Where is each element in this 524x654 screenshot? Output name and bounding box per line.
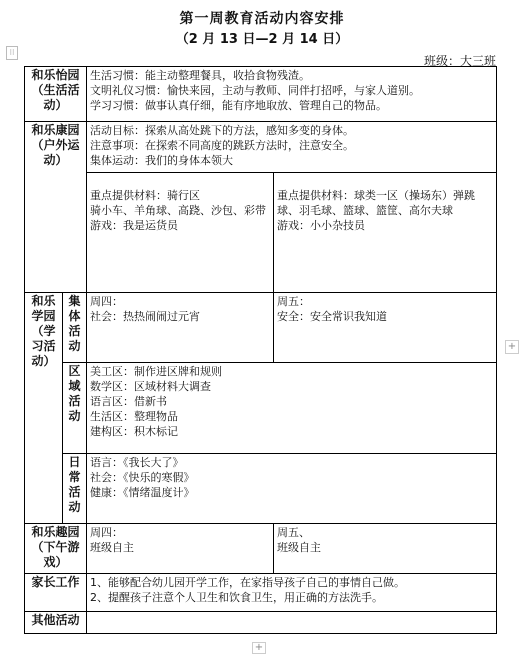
study-label: 和乐学园（学习活动）: [25, 293, 63, 524]
daily-line: 语言：《我长大了》: [90, 456, 184, 469]
daily-line: 健康：《情绪温度计》: [90, 486, 195, 499]
row-other: [25, 612, 497, 634]
row-health-areas: [25, 173, 497, 293]
study-areas-content: [87, 363, 497, 454]
health-left-material: 重点提供材料：骑行区: [90, 189, 201, 202]
study-daily-content: [87, 454, 497, 524]
study-areas-label: 区域活动: [63, 363, 87, 454]
row-study-areas: [25, 363, 497, 454]
study-thursday: [87, 293, 274, 363]
play-friday: [274, 524, 497, 574]
daily-line: 社会：《快乐的寒假》: [90, 471, 195, 484]
parents-line: 1、能够配合幼儿园开学工作，在家指导孩子自己的事情自己做。: [90, 576, 406, 589]
health-collective: 集体运动：我们的身体本领大: [90, 154, 234, 167]
life-line: 生活习惯：能主动整理餐具，收拾食物残渣。: [90, 69, 311, 82]
health-label: 和乐康园（户外运动）: [25, 122, 87, 293]
parents-content: [87, 574, 497, 612]
study-collective-label: 集体活动: [63, 293, 87, 363]
health-left-game: 游戏：我是运货员: [90, 219, 179, 232]
other-content: [87, 612, 497, 634]
play-thursday: [87, 524, 274, 574]
row-play: [25, 524, 497, 574]
row-health-top: [25, 122, 497, 173]
study-daily-label: 日常活动: [63, 454, 87, 524]
row-study-collective: [25, 293, 497, 363]
row-parents: [25, 574, 497, 612]
row-study-daily: [25, 454, 497, 524]
area-line: 生活区：整理物品: [90, 410, 179, 423]
area-line: 数学区：区域材料大调查: [90, 380, 212, 393]
life-label: 和乐怡园（生活活动）: [25, 67, 87, 122]
health-right-area: [274, 173, 497, 293]
class-label: 班级：大三班: [423, 54, 496, 68]
area-line: 美工区：制作进区牌和规则: [90, 365, 223, 378]
play-friday-day: 周五、: [277, 526, 311, 539]
health-left-area: [87, 173, 274, 293]
parents-label: 家长工作: [25, 574, 87, 612]
area-line: 建构区：积木标记: [90, 425, 179, 438]
area-line: 语言区：借新书: [90, 395, 168, 408]
life-line: 文明礼仪习惯：愉快来园，主动与教师、同伴打招呼，与家人道别。: [90, 84, 421, 97]
play-friday-text: 班级自主: [277, 541, 322, 554]
add-row-handle[interactable]: +: [252, 642, 266, 654]
page-title: 第一周教育活动内容安排: [179, 11, 345, 27]
date-range: （2 月 13 日—2 月 14 日）: [175, 32, 349, 47]
add-column-handle[interactable]: +: [505, 340, 519, 354]
study-thursday-day: 周四：: [90, 295, 124, 308]
health-note: 注意事项：在探索不同高度的跳跃方法时，注意安全。: [90, 139, 355, 152]
play-label: 和乐趣园（下午游戏）: [25, 524, 87, 574]
health-right-material: 重点提供材料：球类一区（操场东）弹跳球、羽毛球、篮球、篮筐、高尔夫球: [277, 189, 476, 217]
study-friday-topic: 安全：安全常识我知道: [277, 310, 388, 323]
study-thursday-topic: 社会：热热闹闹过元宵: [90, 310, 201, 323]
health-general: [87, 122, 497, 173]
play-thursday-day: 周四：: [90, 526, 124, 539]
health-right-game: 游戏：小小杂技员: [277, 219, 366, 232]
row-life: [25, 67, 497, 122]
study-friday: [274, 293, 497, 363]
table-move-handle[interactable]: ⁝⁝: [6, 46, 18, 60]
play-thursday-text: 班级自主: [90, 541, 135, 554]
other-label: 其他活动: [25, 612, 87, 634]
study-friday-day: 周五：: [277, 295, 311, 308]
health-goal: 活动目标：探索从高处跳下的方法，感知多变的身体。: [90, 124, 355, 137]
life-line: 学习习惯：做事认真仔细，能有序地取放、管理自己的物品。: [90, 99, 388, 112]
parents-line: 2、提醒孩子注意个人卫生和饮食卫生，用正确的方法洗手。: [90, 591, 384, 604]
health-left-items: 骑小车、羊角球、高跷、沙包、彩带: [90, 204, 267, 217]
life-content: [87, 67, 497, 122]
activity-table: [24, 66, 497, 634]
